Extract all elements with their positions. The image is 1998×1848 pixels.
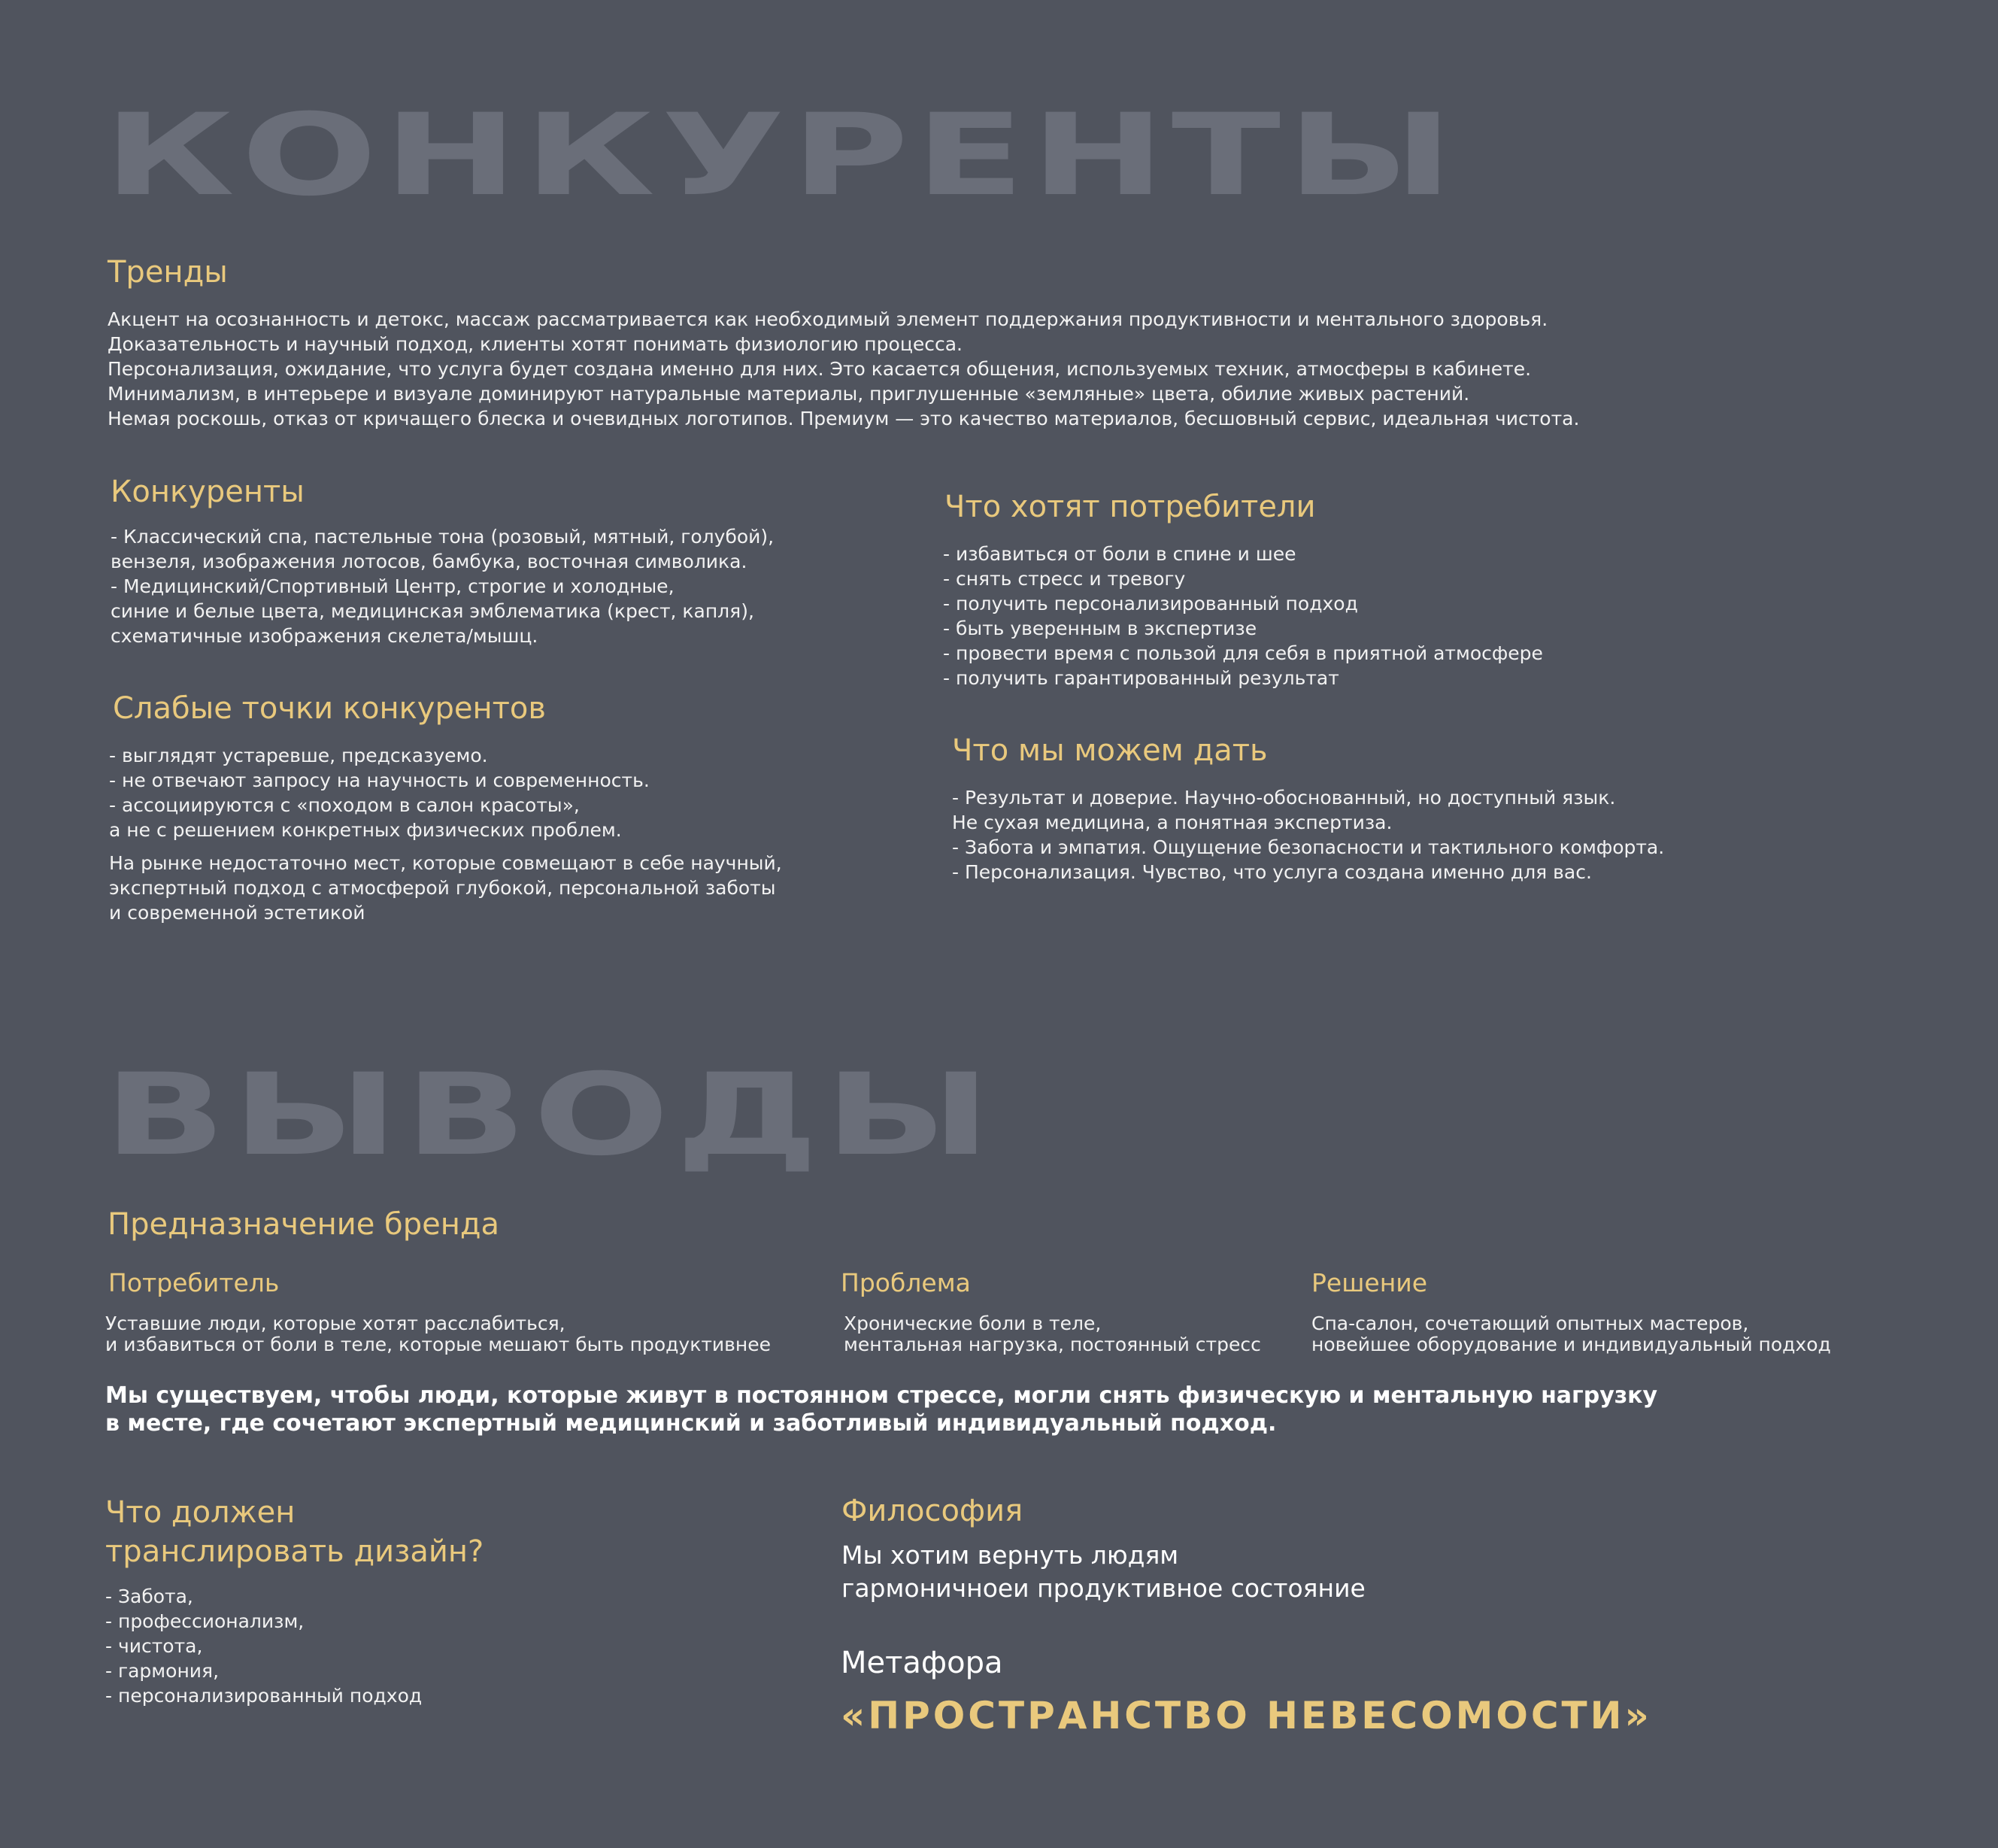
trends-line: Немая роскошь, отказ от кричащего блеска и очевидных логотипов. Премиум — это качество материалов, бесшовный сервис, идеальная чистота. [108, 408, 1580, 429]
offer-line: - Персонализация. Чувство, что услуга создана именно для вас. [952, 861, 1592, 883]
market-gap-line: экспертный подход с атмосферой глубокой, персональной заботы [109, 877, 776, 899]
consumer-want-line: - получить персонализированный подход [943, 593, 1358, 614]
consumer-wants-heading: Что хотят потребители [944, 490, 1316, 524]
metaphor-value: «ПРОСТРАНСТВО НЕВЕСОМОСТИ» [841, 1694, 1652, 1737]
problem-column-text [844, 1313, 1261, 1355]
design-message-line: - профессионализм, [105, 1610, 305, 1632]
weak-point-line: а не с решением конкретных физических проблем. [109, 819, 622, 841]
design-message-text [105, 1584, 422, 1708]
weak-point-line: - не отвечают запросу на научность и современность. [109, 769, 650, 791]
consumer-column-line: и избавиться от боли в теле, которые мешают быть продуктивнее [105, 1334, 771, 1355]
weak-points-heading: Слабые точки конкурентов [113, 691, 546, 726]
offer-heading: Что мы можем дать [952, 733, 1268, 768]
consumer-want-line: - получить гарантированный результат [943, 667, 1339, 689]
solution-column-line: Спа-салон, сочетающий опытных мастеров, [1311, 1312, 1749, 1334]
competitors-heading: Конкуренты [111, 475, 305, 509]
trends-line: Доказательность и научный подход, клиенты хотят понимать физиологию процесса. [108, 333, 963, 355]
design-message-heading-line: транслировать дизайн? [105, 1534, 484, 1569]
mission-statement [105, 1382, 1657, 1437]
trends-line: Минимализм, в интерьере и визуале доминируют натуральные материалы, приглушенные «земляные» цвета, обилие живых растений. [108, 383, 1470, 405]
philosophy-line: Мы хотим вернуть людям [841, 1540, 1179, 1570]
design-message-heading-line: Что должен [105, 1495, 296, 1530]
trends-line: Акцент на осознанность и детокс, массаж рассматривается как необходимый элемент поддержания продуктивности и ментального здоровья. [108, 308, 1548, 330]
problem-column-line: Хронические боли в теле, [844, 1312, 1102, 1334]
metaphor-label: Метафора [841, 1646, 1003, 1680]
competitors-text [111, 524, 774, 648]
problem-column-heading: Проблема [841, 1268, 971, 1297]
problem-column-line: ментальная нагрузка, постоянный стресс [844, 1334, 1261, 1355]
market-gap-line: и современной эстетикой [109, 902, 365, 924]
solution-column-text [1311, 1313, 1831, 1355]
consumer-want-line: - снять стресс и тревогу [943, 568, 1186, 590]
competitors-line: - Медицинский/Спортивный Центр, строгие и холодные, [111, 575, 675, 597]
trends-line: Персонализация, ожидание, что услуга будет создана именно для них. Это касается общения, используемых техник, атмосферы в кабинете. [108, 358, 1532, 380]
market-gap-text [109, 851, 782, 925]
weak-point-line: - выглядят устаревше, предсказуемо. [109, 745, 488, 766]
consumer-want-line: - быть уверенным в экспертизе [943, 618, 1257, 639]
solution-column-heading: Решение [1311, 1268, 1428, 1297]
mission-line: Мы существуем, чтобы люди, которые живут в постоянном стрессе, могли снять физическую и ментальную нагрузку [105, 1382, 1658, 1409]
section-title-competitors: КОНКУРЕНТЫ [104, 90, 1460, 221]
philosophy-text [841, 1539, 1366, 1605]
offer-line: - Забота и эмпатия. Ощущение безопасности и тактильного комфорта. [952, 836, 1665, 858]
consumer-want-line: - провести время с пользой для себя в приятной атмосфере [943, 642, 1543, 664]
brand-purpose-heading: Предназначение бренда [108, 1207, 500, 1242]
consumer-column-heading: Потребитель [108, 1268, 280, 1297]
design-message-line: - чистота, [105, 1635, 203, 1657]
philosophy-heading: Философия [841, 1494, 1023, 1528]
competitors-line: схематичные изображения скелета/мышц. [111, 625, 538, 647]
section-title-conclusions: ВЫВОДЫ [104, 1050, 998, 1181]
weak-point-line: - ассоциируются с «походом в салон красоты», [109, 794, 580, 816]
consumer-column-line: Уставшие люди, которые хотят расслабиться, [105, 1312, 565, 1334]
market-gap-line: На рынке недостаточно мест, которые совмещают в себе научный, [109, 852, 782, 874]
offer-line: - Результат и доверие. Научно-обоснованный, но доступный язык. [952, 787, 1616, 809]
trends-text [108, 307, 1579, 431]
weak-points-text [109, 743, 650, 842]
consumer-column-text [105, 1313, 771, 1355]
solution-column-line: новейшее оборудование и индивидуальный подход [1311, 1334, 1831, 1355]
competitors-line: вензеля, изображения лотосов, бамбука, восточная символика. [111, 551, 747, 572]
design-message-heading [105, 1493, 484, 1571]
consumer-want-line: - избавиться от боли в спине и шее [943, 543, 1296, 565]
offer-line: Не сухая медицина, а понятная экспертиза. [952, 812, 1393, 833]
design-message-line: - персонализированный подход [105, 1685, 423, 1707]
competitors-line: синие и белые цвета, медицинская эмблематика (крест, капля), [111, 600, 754, 622]
philosophy-line: гармоничноеи продуктивное состояние [841, 1573, 1366, 1603]
trends-heading: Тренды [108, 255, 228, 290]
mission-line: в месте, где сочетают экспертный медицинский и заботливый индивидуальный подход. [105, 1410, 1277, 1437]
competitors-line: - Классический спа, пастельные тона (розовый, мятный, голубой), [111, 526, 775, 548]
design-message-line: - Забота, [105, 1586, 193, 1607]
offer-text [952, 785, 1664, 885]
consumer-wants-text [943, 542, 1543, 690]
design-message-line: - гармония, [105, 1660, 220, 1682]
